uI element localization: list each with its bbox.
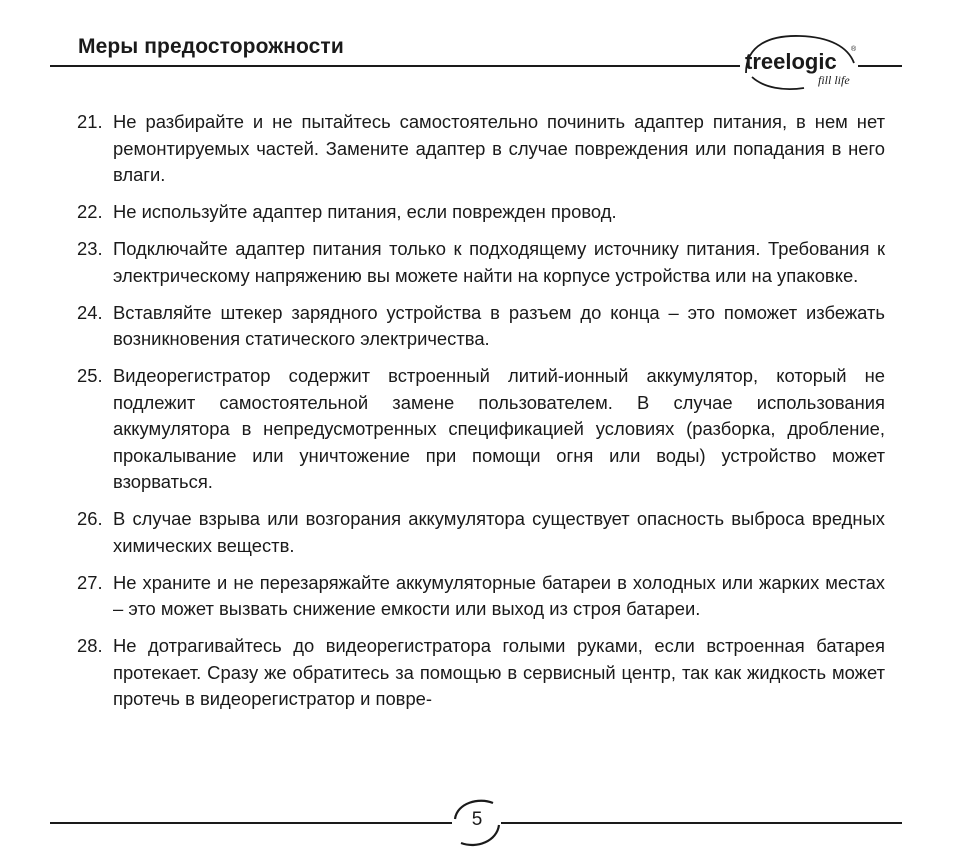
item-number: 27.: [77, 571, 103, 593]
list-item: [77, 570, 885, 623]
item-text: Видеорегистратор содержит встроенный литий-ионный аккумулятор, который не подлежит самостоятельной замене пользователем. В случае использования аккумулятора в непредусмотренных спецификацией условиях (разборка, дробление, прокалывание или уничтожение при помощи огня или воды) устройство может взорваться.: [113, 365, 885, 492]
header-rule: [50, 65, 740, 67]
list-item: [77, 109, 885, 189]
precautions-list: [77, 109, 885, 723]
logo-registered-mark: ®: [851, 46, 857, 53]
list-item: [77, 633, 885, 713]
item-text: Не дотрагивайтесь до видеорегистратора голыми руками, если встроенная батарея протекает. Сразу же обратитесь за помощью в сервисный центр, так как жидкость может протечь в видеорегистратор и повре-: [113, 635, 885, 709]
item-text: Не храните и не перезаряжайте аккумуляторные батареи в холодных или жарких местах – это может вызвать снижение емкости или выход из строя батареи.: [113, 571, 885, 619]
item-number: 25.: [77, 365, 103, 386]
footer-rule-right: [501, 822, 902, 824]
header-rule-right: [858, 65, 902, 67]
list-item: [77, 300, 885, 353]
item-text: Вставляйте штекер зарядного устройства в разъем до конца – это поможет избежать возникновения статического электричества.: [113, 301, 885, 349]
item-number: 23.: [77, 238, 103, 259]
page-title: Меры предосторожности: [78, 35, 344, 58]
logo-tagline: fill life: [818, 73, 850, 87]
list-item: [77, 506, 885, 559]
footer-rule-left: [50, 822, 452, 824]
treelogic-logo: [742, 33, 860, 93]
list-item: [77, 236, 885, 289]
item-number: 21.: [77, 111, 103, 132]
list-item: [77, 199, 885, 226]
item-number: 28.: [77, 635, 103, 656]
item-text: Не разбирайте и не пытайтесь самостоятельно починить адаптер питания, в нем нет ремонтируемых частей. Замените адаптер в случае повреждения или попадания в него влаги.: [113, 111, 885, 185]
logo-brand-text: treelogic: [745, 49, 837, 74]
item-number: 22.: [77, 201, 103, 222]
item-text: В случае взрыва или возгорания аккумулятора существует опасность выброса вредных химических веществ.: [113, 508, 885, 556]
page-number: 5: [471, 809, 483, 830]
item-number: 26.: [77, 508, 103, 529]
list-item: [77, 363, 885, 496]
item-number: 24.: [77, 301, 103, 323]
item-text: Не используйте адаптер питания, если поврежден провод.: [113, 201, 617, 222]
item-text: Подключайте адаптер питания только к подходящему источнику питания. Требования к электрическому напряжению вы можете найти на корпусе устройства или на упаковке.: [113, 238, 885, 286]
treelogic-logo-graphic: [742, 33, 860, 93]
